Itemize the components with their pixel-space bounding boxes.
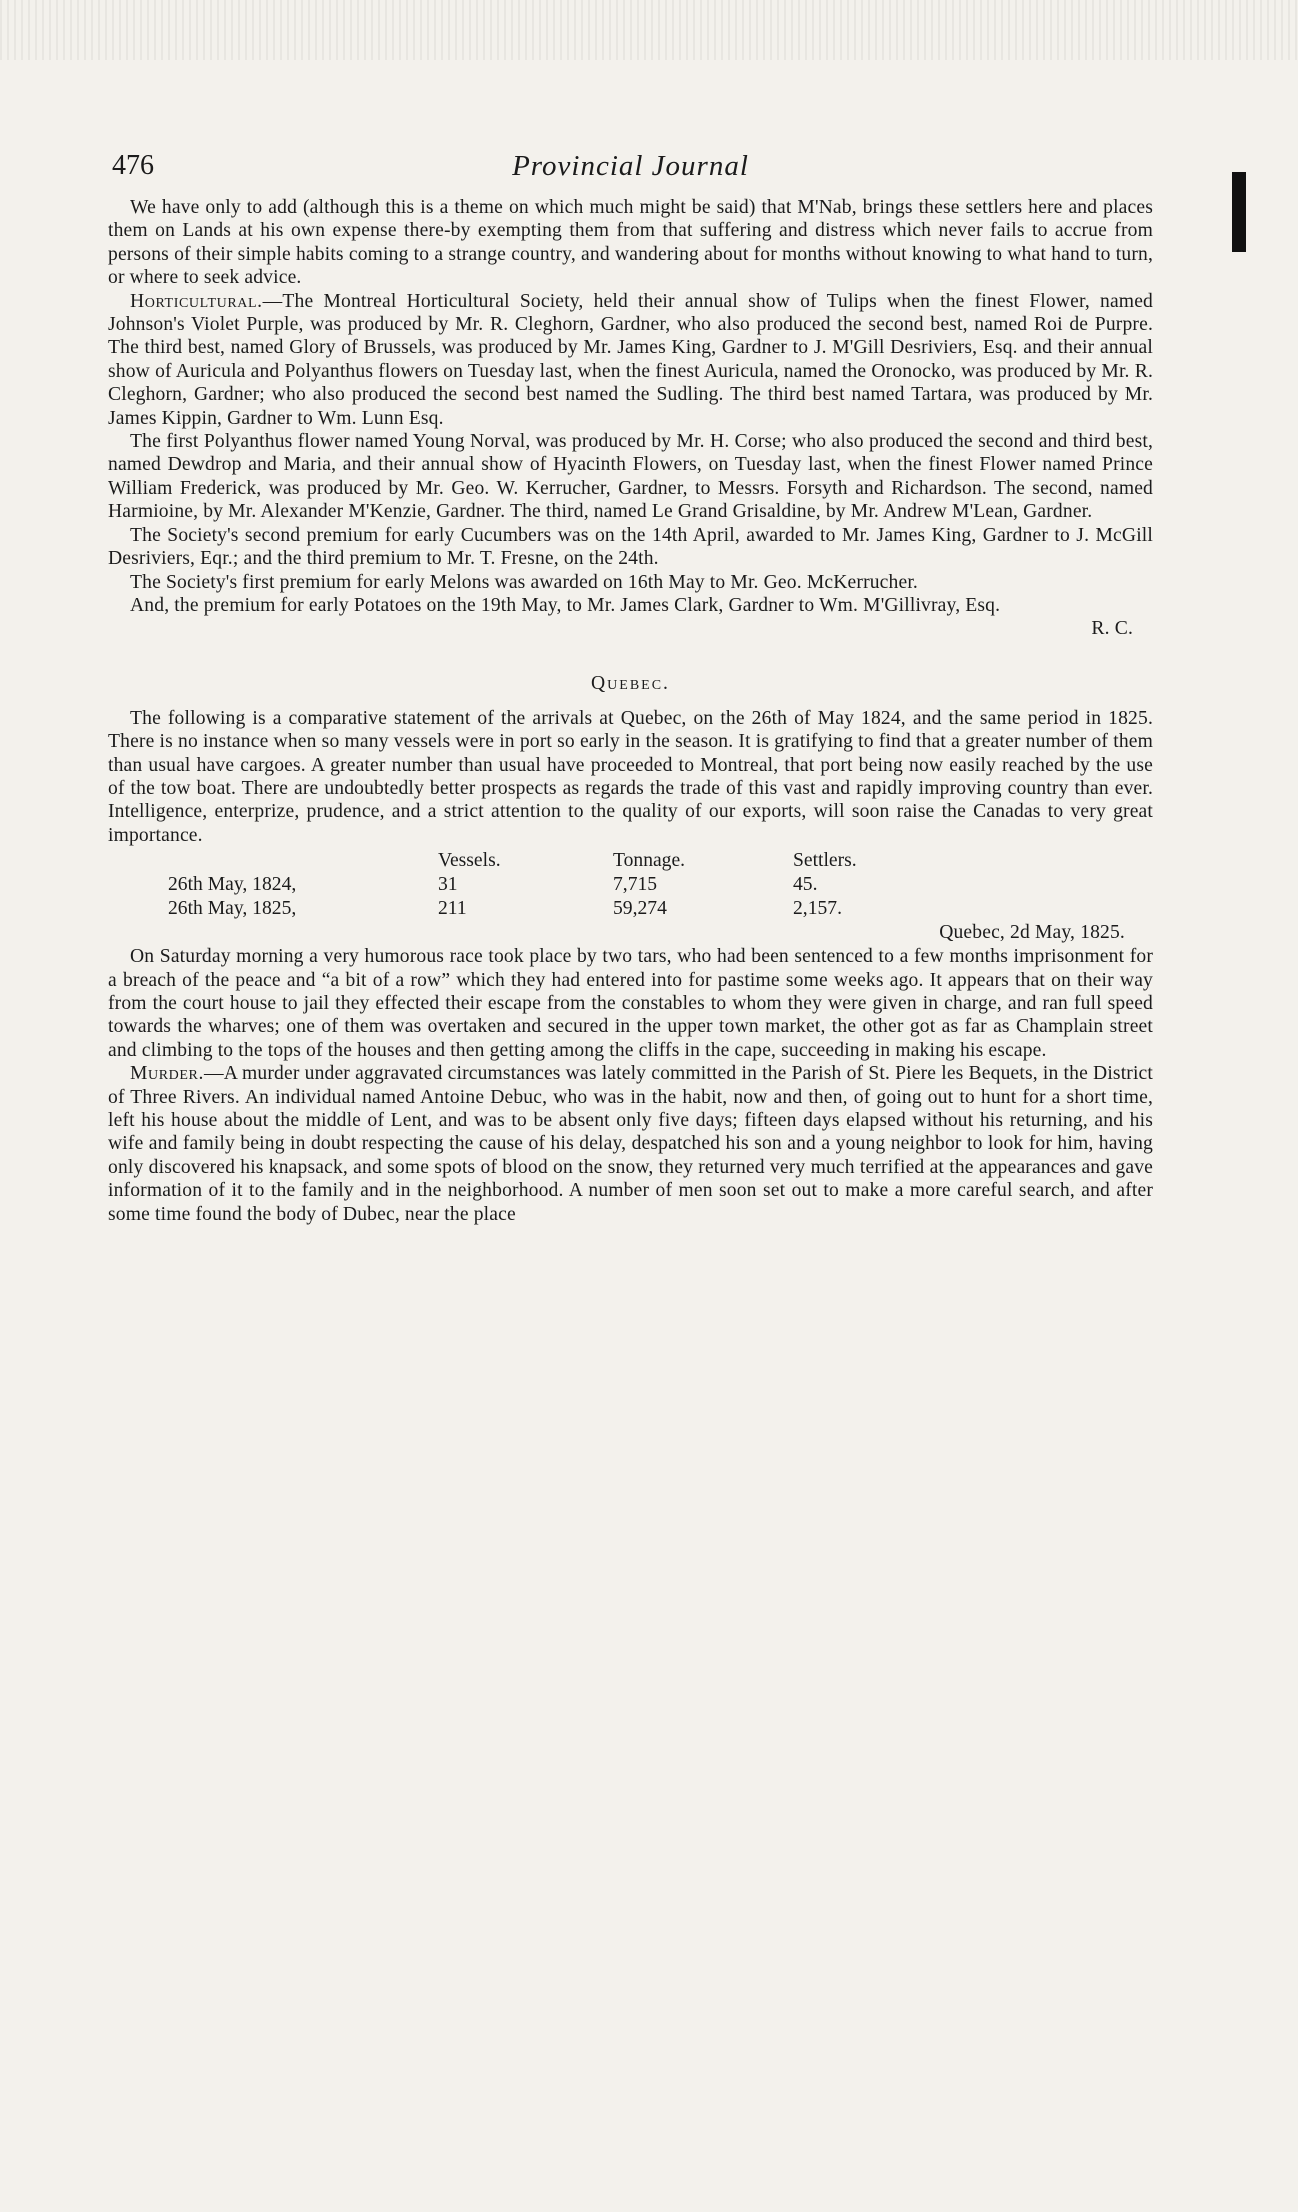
race-paragraph: On Saturday morning a very humorous race took place by two tars, who had been sentenced to a few months imprisonment for a breach of the peace and “a bit of a row” which they had entered into for pastime some weeks ago. It appears that on their way from the court house to jail they effected their escape from the constables to whom they were given in charge, and ran full speed towards the wharves; one of them was overtaken and secured in the upper town market, the other got as far as Champlain street and climbing to the tops of the houses and then getting among the cliffs in the cape, succeeding in making his escape.: [108, 946, 1153, 1061]
table-cell: 26th May, 1825,: [168, 898, 297, 920]
running-title: Provincial Journal: [512, 150, 749, 182]
murder-text: —A murder under aggravated circumstances was lately committed in the Parish of St. Piere les Bequets, in the District of Three Rivers. An individual named Antoine Debuc, who was in the habit, now and then, of going out to hunt for a short time, left his house about the middle of Lent, and was to be absent only five days; fifteen days elapsed without his returning, and his wife and family being in doubt respecting the cause of his delay, despatched his son and a young neighbor to look for him, having only discovered his knapsack, and some spots of blood on the snow, they returned very much terrified at the appearances and gave information of it to the family and in the neighborhood. A number of men soon set out to make a more careful search, and after some time found the body of Dubec, near the place: [108, 1063, 1153, 1225]
quebec-intro-paragraph: The following is a comparative statement of the arrivals at Quebec, on the 26th of May 1824, and the same period in 1825. There is no instance when so many vessels were in port so early in the season. It is gratifying to find that a greater number of them than usual have cargoes. A greater number than usual have proceeded to Montreal, that port being now easily reached by the use of the tow boat. There are undoubtedly better prospects as regards the trade of this vast and rapidly improving country than ever. Intelligence, enterprize, prudence, and a strict attention to the quality of our exports, will soon raise the Canadas to very great importance.: [108, 707, 1153, 846]
table-header-cell: Vessels.: [438, 850, 501, 872]
table-header-cell: Settlers.: [793, 850, 857, 872]
table-row: [168, 873, 953, 897]
cucumbers-paragraph: The Society's second premium for early Cucumbers was on the 14th April, awarded to Mr. James King, Gardner to J. McGill Desriviers, Eqr.; and the third premium to Mr. T. Fresne, on the 24th.: [108, 524, 1153, 570]
table-cell: 7,715: [613, 874, 658, 896]
arrivals-table-header: [168, 849, 953, 873]
polyanthus-paragraph: The first Polyanthus flower named Young Norval, was produced by Mr. H. Corse; who also produced the second and third best, named Dewdrop and Maria, and their annual show of Hyacinth Flowers, on Tuesday last, when the finest Flower named Prince William Frederick, was produced by Mr. Geo. W. Kerrucher, Gardner, to Messrs. Forsyth and Richardson. The second, named Harmioine, by Mr. Alexander M'Kenzie, Gardner. The third, named Le Grand Grisaldine, by Mr. Andrew M'Lean, Gardner.: [108, 431, 1153, 523]
signoff: R. C.: [1091, 618, 1133, 640]
settlers-paragraph: We have only to add (although this is a theme on which much might be said) that M'Nab, brings these settlers here and places them on Lands at his own expense there-by exempting them from that suffering and distress which never fails to accrue from persons of their simple habits coming to a strange country, and wandering about for months without knowing to what hand to turn, or where to seek advice.: [108, 197, 1153, 289]
table-cell: 211: [438, 898, 467, 920]
table-row: [168, 897, 953, 921]
horticultural-text: —The Montreal Horticultural Society, held their annual show of Tulips when the finest Flower, named Johnson's Violet Purple, was produced by Mr. R. Cleghorn, Gardner, who also produced the second best, named Roi de Purpre. The third best, named Glory of Brussels, was produced by Mr. James King, Gardner to J. M'Gill Desriviers, Esq. and their annual show of Auricula and Polyanthus flowers on Tuesday last, when the finest Auricula, named the Oronocko, was produced by Mr. R. Cleghorn, Gardner; who also produced the second best named the Sudling. The third best named Tartara, was produced by Mr. James Kippin, Gardner to Wm. Lunn Esq.: [108, 290, 1153, 429]
horticultural-paragraph: [108, 290, 1153, 430]
murder-heading: Murder.: [130, 1063, 204, 1085]
table-cell: 45.: [793, 874, 818, 896]
running-head: [108, 150, 1153, 196]
table-cell: 59,274: [613, 898, 667, 920]
table-header-cell: [168, 849, 438, 873]
table-cell: 26th May, 1824,: [168, 874, 297, 896]
arrivals-table: [168, 849, 953, 921]
scan-noise: [0, 0, 1298, 60]
page-number: 476: [112, 150, 154, 181]
potatoes-paragraph: And, the premium for early Potatoes on the 19th May, to Mr. James Clark, Gardner to Wm. M'Gillivray, Esq.: [130, 594, 1001, 616]
quebec-heading: Quebec.: [591, 672, 670, 694]
quebec-dateline: Quebec, 2d May, 1825.: [939, 922, 1125, 944]
horticultural-heading: Horticultural.: [130, 290, 263, 312]
murder-paragraph: [108, 1062, 1153, 1226]
table-header-cell: Tonnage.: [613, 850, 686, 872]
scan-edge-mark: [1232, 172, 1246, 252]
journal-page: [108, 150, 1153, 1226]
table-cell: 2,157.: [793, 898, 842, 920]
melons-paragraph: The Society's first premium for early Melons was awarded on 16th May to Mr. Geo. McKerrucher.: [130, 571, 918, 593]
table-cell: 31: [438, 874, 458, 896]
